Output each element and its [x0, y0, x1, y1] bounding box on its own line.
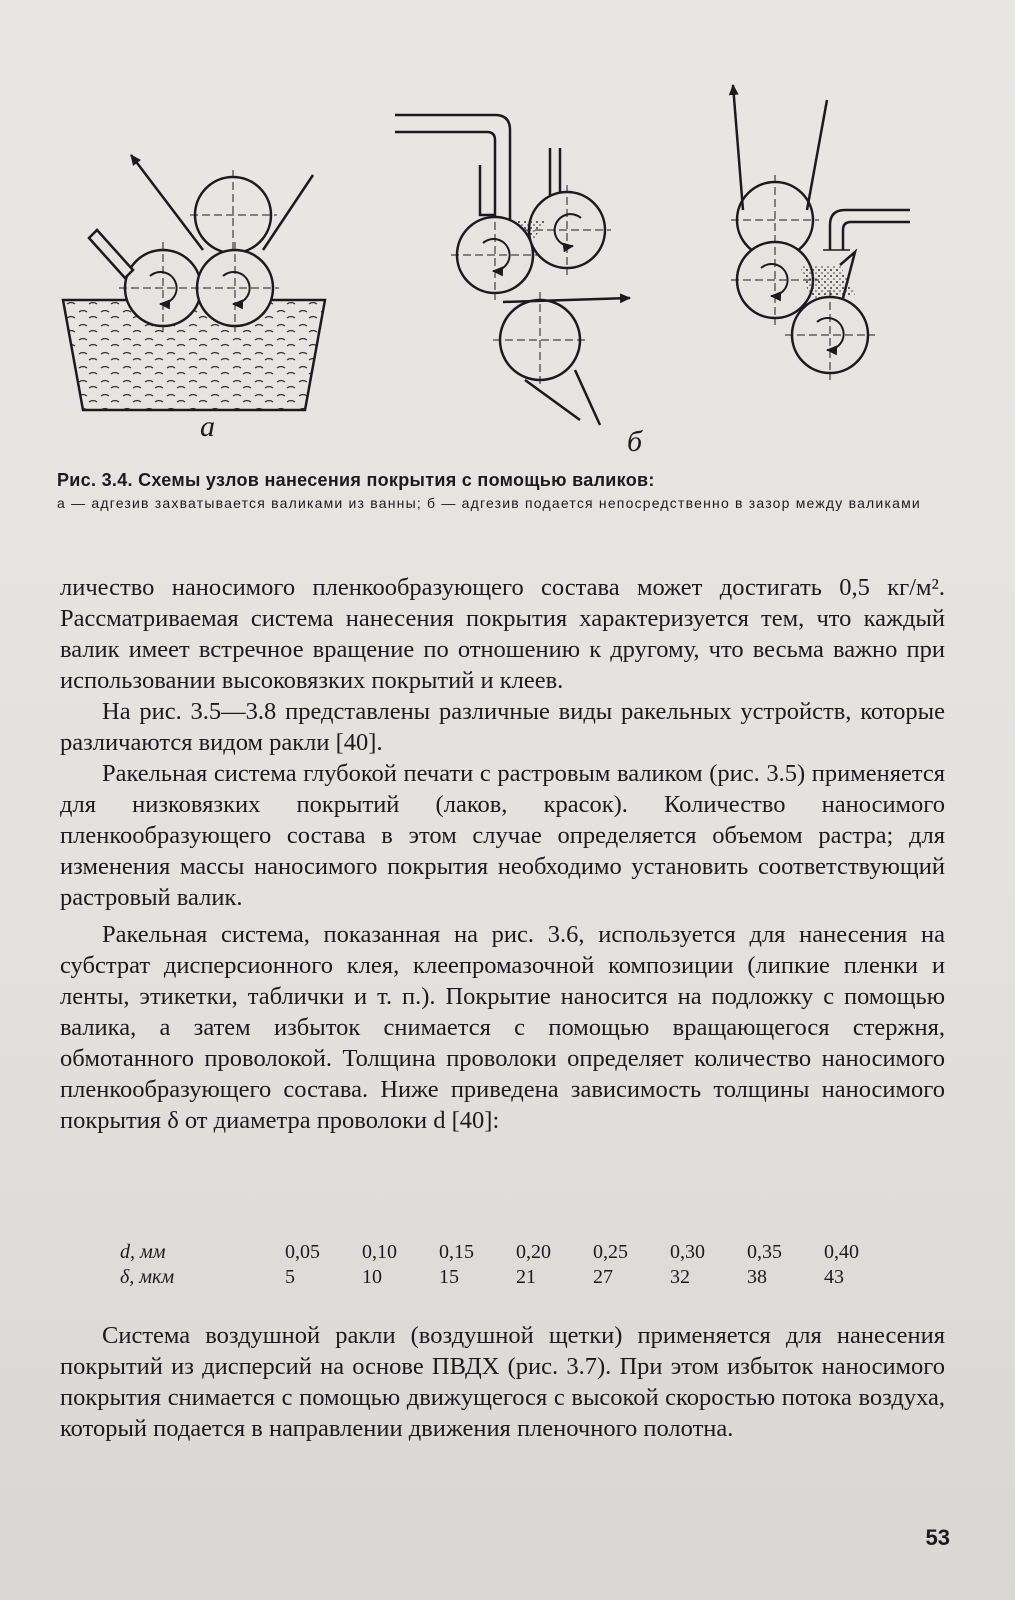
panel-a-diagram: [63, 155, 325, 410]
roller-diagrams: [55, 70, 955, 470]
paragraph: На рис. 3.5—3.8 представлены различные виды ракельных устройств, которые различаются видом ракли [40].: [60, 698, 945, 756]
row-label: δ, мкм: [120, 1266, 175, 1288]
table-cell: 0,10: [362, 1241, 397, 1263]
wire-diameter-table: [120, 1240, 901, 1290]
table-row: [120, 1265, 901, 1290]
panel-label-a: а: [200, 410, 215, 443]
table-cell: 32: [670, 1266, 690, 1288]
panel-label-b: б: [627, 425, 643, 458]
table-cell: 0,40: [824, 1241, 859, 1263]
paragraph: Система воздушной ракли (воздушной щетки) применяется для нанесения покрытий из дисперсий на основе ПВДХ (рис. 3.7). При этом избыток наносимого покрытия снимается с помощью движущегося с высокой скоростью потока воздуха, который подается в направлении движения пленочного полотна.: [60, 1322, 945, 1442]
table-cell: 10: [362, 1266, 382, 1288]
table-cell: 0,20: [516, 1241, 551, 1263]
table-cell: 0,25: [593, 1241, 628, 1263]
table-cell: 15: [439, 1266, 459, 1288]
row-label: d, мм: [120, 1241, 166, 1263]
closing-text: [60, 1320, 945, 1444]
body-text: [60, 572, 945, 1136]
panel-b-diagram-2: [731, 85, 910, 380]
figure-3-4: [55, 70, 955, 470]
figure-caption: [57, 470, 957, 512]
table-row: [120, 1240, 901, 1265]
table-cell: 5: [285, 1266, 295, 1288]
caption-legend: а — адгезив захватывается валиками из ванны; б — адгезив подается непосредственно в зазор между валиками: [57, 495, 921, 511]
table-cell: 0,15: [439, 1241, 474, 1263]
paragraph: Ракельная система глубокой печати с растровым валиком (рис. 3.5) применяется для низковязких покрытий (лаков, красок). Количество наносимого пленкообразующего состава в этом случае определяется объемом растра; для изменения массы наносимого покрытия необходимо установить соответствующий растровый валик.: [60, 760, 945, 911]
caption-title: Рис. 3.4. Схемы узлов нанесения покрытия с помощью валиков:: [57, 470, 655, 490]
table-cell: 38: [747, 1266, 767, 1288]
panel-b-diagram-1: [395, 115, 630, 425]
table-cell: 43: [824, 1266, 844, 1288]
table-cell: 0,30: [670, 1241, 705, 1263]
page-number: 53: [925, 1525, 950, 1550]
table-cell: 0,35: [747, 1241, 782, 1263]
table-cell: 21: [516, 1266, 536, 1288]
table-cell: 27: [593, 1266, 613, 1288]
paragraph: Ракельная система, показанная на рис. 3.6, используется для нанесения на субстрат дисперсионного клея, клеепромазочной композиции (липкие пленки и ленты, этикетки, таблички и т. п.). Покрытие наносится на подложку с помощью валика, а затем избыток снимается с помощью вращающегося стержня, обмотанного проволокой. Толщина проволоки определяет количество наносимого пленкообразующего состава. Ниже приведена зависимость толщины наносимого покрытия δ от диаметра проволоки d [40]:: [60, 921, 945, 1134]
table-cell: 0,05: [285, 1241, 320, 1263]
paragraph: личество наносимого пленкообразующего состава может достигать 0,5 кг/м². Рассматриваемая система нанесения покрытия характеризуется тем, что каждый валик имеет встречное вращение по отношению к другому, что весьма важно при использовании высоковязких покрытий и клеев.: [60, 574, 945, 694]
